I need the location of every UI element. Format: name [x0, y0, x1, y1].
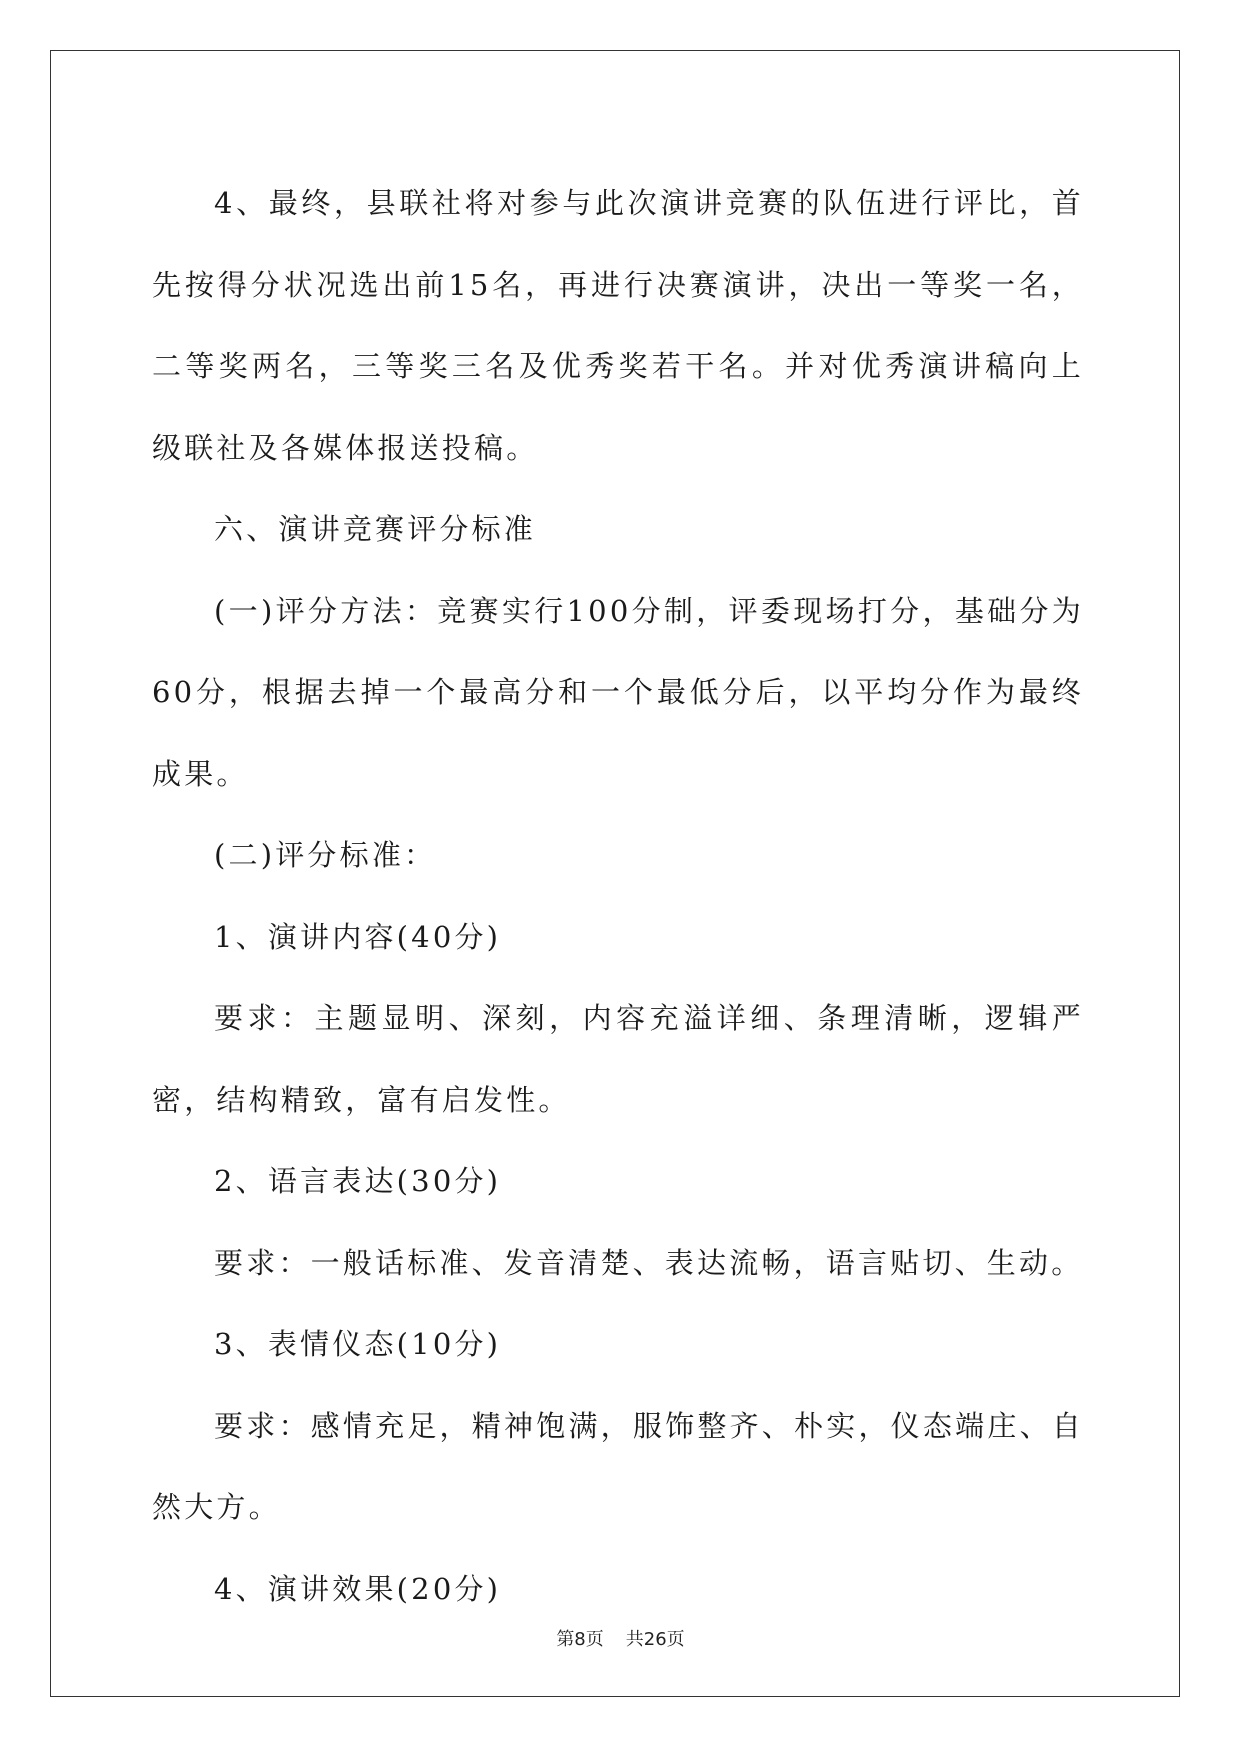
criterion-speech-content: 1、演讲内容(40分)	[214, 919, 502, 954]
criterion-language-expression: 2、语言表达(30分)	[214, 1164, 502, 1198]
document-body	[152, 163, 1084, 1630]
criterion-expression-manner: 3、表情仪态(10分)	[214, 1327, 502, 1361]
criterion-speech-effect: 4、演讲效果(20分)	[214, 1571, 502, 1606]
page-number: 第8页	[556, 1629, 604, 1650]
requirement-expression-manner: 要求：感情充足，精神饱满，服饰整齐、朴实，仪态端庄、自然大方。	[152, 1408, 1084, 1524]
section-heading-scoring-criteria: 六、演讲竞赛评分标准	[214, 512, 537, 546]
requirement-speech-content: 要求：主题显明、深刻，内容充溢详细、条理清晰，逻辑严密，结构精致，富有启发性。	[152, 1001, 1084, 1117]
page-footer	[0, 1625, 1241, 1651]
subheading-scoring-standard: (二)评分标准：	[214, 838, 437, 872]
paragraph-scoring-method: (一)评分方法：竞赛实行100分制，评委现场打分，基础分为60分，根据去掉一个最高分和一个最低分后，以平均分作为最终成果。	[152, 593, 1084, 791]
requirement-language-expression: 要求：一般话标准、发音清楚、表达流畅，语言贴切、生动。	[214, 1245, 1084, 1280]
paragraph-final-evaluation: 4、最终，县联社将对参与此次演讲竞赛的队伍进行评比，首先按得分状况选出前15名，再进行决赛演讲，决出一等奖一名，二等奖两名，三等奖三名及优秀奖若干名。并对优秀演讲稿向上级联社及各媒体报送投稿。	[152, 186, 1084, 465]
page-total: 共26页	[625, 1629, 685, 1650]
